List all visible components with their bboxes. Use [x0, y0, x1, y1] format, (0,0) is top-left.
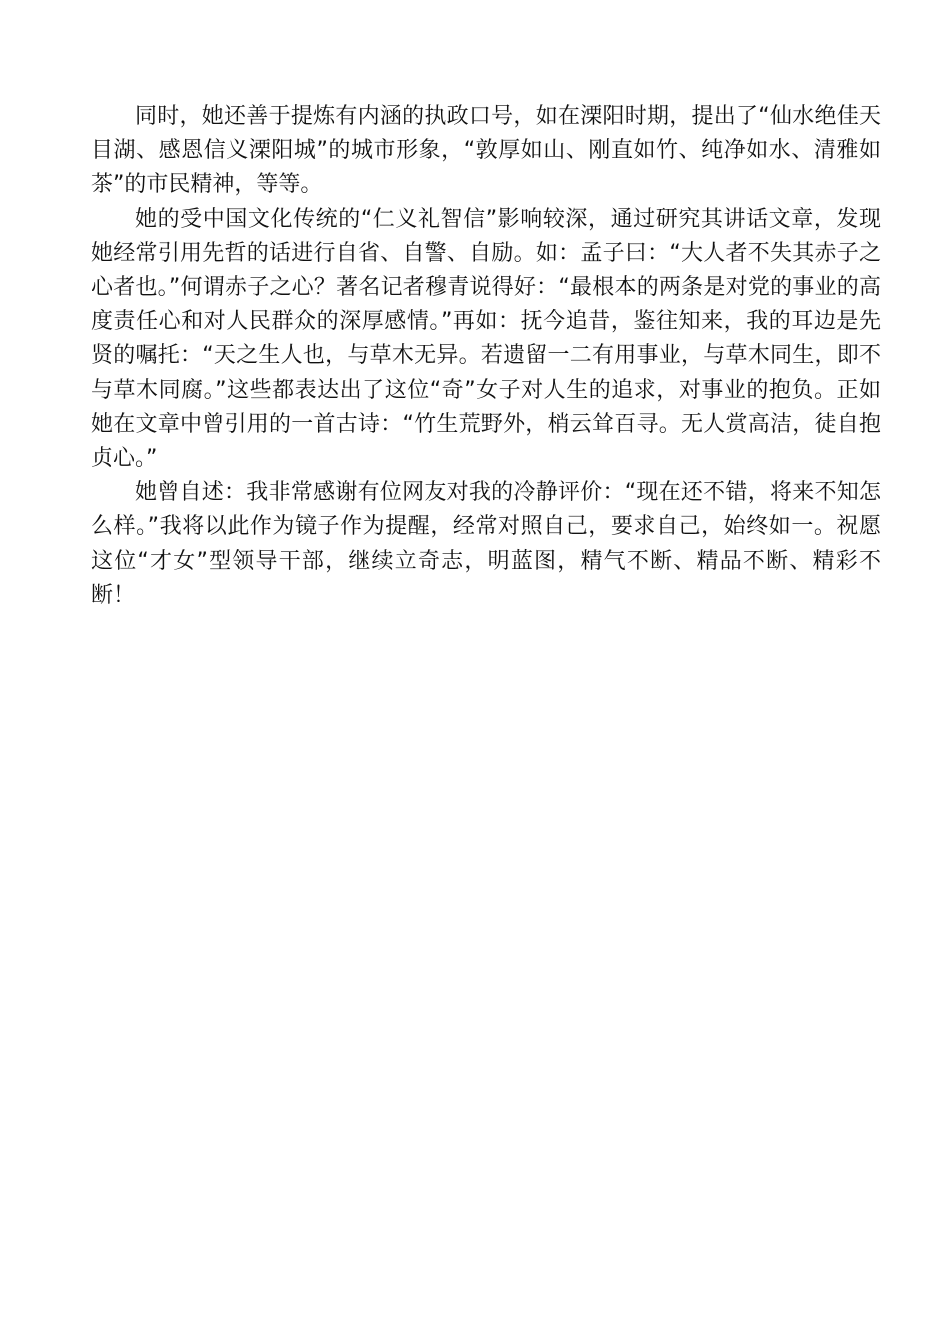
paragraph-self-description: 她曾自述：我非常感谢有位网友对我的冷静评价：“现在还不错，将来不知怎么样。”我将以此作为镜子作为提醒，经常对照自己，要求自己，始终如一。祝愿这位“才女”型领导干部，继续立奇志，明蓝图，精气不断、精品不断、精彩不断！	[91, 480, 881, 608]
paragraph-slogans: 同时，她还善于提炼有内涵的执政口号，如在溧阳时期，提出了“仙水绝佳天目湖、感恩信义溧阳城”的城市形象，“敦厚如山、刚直如竹、纯净如水、清雅如茶”的市民精神，等等。	[91, 104, 881, 198]
document-body	[91, 100, 881, 613]
paragraph-culture-quotes: 她的受中国文化传统的“仁义礼智信”影响较深，通过研究其讲话文章，发现她经常引用先哲的话进行自省、自警、自励。如：孟子曰：“大人者不失其赤子之心者也。”何谓赤子之心？著名记者穆青说得好：“最根本的两条是对党的事业的高度责任心和对人民群众的深厚感情。”再如：抚今追昔，鉴往知来，我的耳边是先贤的嘱托：“天之生人也，与草木无异。若遗留一二有用事业，与草木同生，即不与草木同腐。”这些都表达出了这位“奇”女子对人生的追求，对事业的抱负。正如她在文章中曾引用的一首古诗：“竹生荒野外，梢云耸百寻。无人赏高洁，徒自抱贞心。”	[91, 206, 881, 472]
